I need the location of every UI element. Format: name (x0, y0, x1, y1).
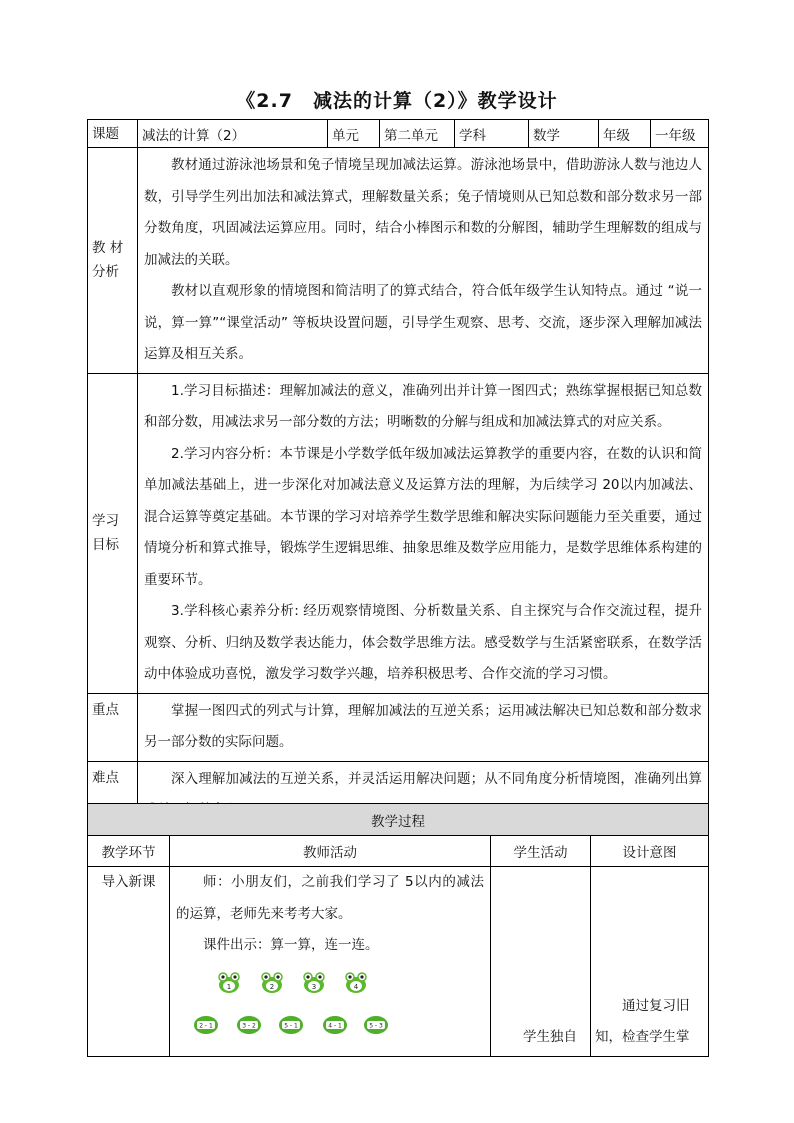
material-row (88, 148, 709, 374)
pad-expression: 4 - 1 (328, 1022, 342, 1029)
design-intent (591, 867, 709, 1057)
page-title: 《2.7 减法的计算（2）》教学设计 (236, 90, 558, 112)
pad-expression: 5 - 1 (284, 1022, 298, 1029)
subject-label: 学科 (455, 120, 529, 148)
lily-pad-icon (237, 1016, 261, 1034)
material-paragraph-2: 教材以直观形象的情境图和简洁明了的算式结合，符合低年级学生认知特点。通过 “说一说，算一算”“课堂活动” 等板块设置问题，引导学生观察、思考、交流，逐步深入理解加减法运算及相互关系。 (144, 283, 702, 362)
subject-value: 数学 (529, 120, 599, 148)
process-title: 教学过程 (88, 804, 709, 836)
material-paragraph-1: 教材通过游泳池场景和兔子情境呈现加减法运算。游泳池场景中，借助游泳人数与池边人数，引导学生列出加法和减法算式，理解数量关系；兔子情境则从已知总数和部分数求另一部分数角度，巩固减法运算应用。同时，结合小棒图示和数的分解图，辅助学生理解数的组成与加减法的关联。 (144, 157, 702, 268)
intent-line-1: 通过复习旧 (622, 997, 690, 1014)
key-point-content (138, 693, 709, 761)
lily-pad-icon (279, 1016, 303, 1034)
goals-row (88, 373, 709, 693)
intent-line-2: 知，检查学生掌 (595, 1029, 690, 1045)
grade-value: 一年级 (651, 120, 709, 148)
lesson-info-table (87, 119, 709, 830)
header-row (88, 120, 709, 148)
goals-content (138, 373, 709, 693)
goals-label (88, 373, 138, 693)
lily-pad-icon (364, 1016, 388, 1034)
key-point-row (88, 693, 709, 761)
pad-expression: 2 - 1 (199, 1022, 213, 1029)
goals-paragraph-2: 2.学习内容分析：本节课是小学数学低年级加减法运算教学的重要内容，在数的认识和简单加减法基础上，进一步深化对加减法意义及运算方法的理解，为后续学习 20以内加减法、混合运算等奠定基础。本节课的学习对培养学生数学思维和解决实际问题能力至关重要，通过情境分析和算式推导，锻炼学生逻辑思维、抽象思维及数学应用能力，是数学思维体系构建的重要环节。 (144, 445, 702, 588)
student-text: 学生独自 (523, 1029, 577, 1045)
goals-label-line2: 目标 (92, 537, 119, 553)
lily-pad-icon (194, 1016, 218, 1034)
frog-number: 3 (311, 982, 317, 991)
teacher-activity (170, 867, 491, 1057)
col-student: 学生活动 (491, 836, 591, 867)
frog-number: 1 (226, 982, 232, 991)
goals-paragraph-1: 1.学习目标描述：理解加减法的意义，准确列出并计算一图四式；熟练掌握根据已知总数和部分数，用减法求另一部分数的方法；明晰数的分解与组成和加减法算式的对应关系。 (144, 382, 702, 430)
stage-name: 导入新课 (88, 867, 170, 1057)
frog-exercise-svg (174, 966, 474, 1046)
col-teacher: 教师活动 (170, 836, 491, 867)
frog-icon (346, 973, 366, 993)
process-header-row (88, 836, 709, 867)
col-intent: 设计意图 (591, 836, 709, 867)
teacher-paragraph-2: 课件出示：算一算，连一连。 (203, 937, 379, 953)
frog-exercise-figure (174, 966, 486, 1056)
material-label-line2: 分析 (92, 264, 119, 281)
pad-expression: 3 - 2 (242, 1022, 256, 1029)
unit-label: 单元 (328, 120, 380, 148)
topic-label: 课题 (88, 120, 138, 148)
unit-value: 第二单元 (380, 120, 455, 148)
goals-paragraph-3: 3.学科核心素养分析: 经历观察情境图、分析数量关系、自主探究与合作交流过程，提升观察、分析、归纳及数学表达能力，体会数学思维方法。感受数学与生活紧密联系，在数学活动中体验成功喜悦，激发学习数学兴趣，培养积极思考、合作交流的学习习惯。 (144, 603, 702, 682)
material-label-line1: 教 材 (92, 240, 124, 257)
student-activity (491, 867, 591, 1057)
key-point-label: 重点 (88, 693, 138, 761)
frog-number: 2 (269, 982, 275, 991)
teacher-paragraph-1: 师：小朋友们，之前我们学习了 5以内的减法的运算，老师先来考考大家。 (176, 874, 484, 922)
lily-pad-icon (323, 1016, 347, 1034)
material-label (88, 148, 138, 374)
key-point-text: 掌握一图四式的列式与计算，理解加减法的互逆关系；运用减法解决已知总数和部分数求另一部分数的实际问题。 (144, 702, 702, 750)
frog-number: 4 (353, 982, 359, 991)
material-content (138, 148, 709, 374)
frog-icon (262, 973, 282, 993)
teaching-process-table (87, 803, 709, 1057)
frog-icon (219, 973, 239, 993)
topic-value: 减法的计算（2） (138, 120, 328, 148)
difficulty-label: 难点 (88, 761, 138, 829)
difficulty-text: 深入理解加减法的互逆关系，并灵活运用解决问题；从不同角度分析情境图，准确列出算 (171, 770, 702, 787)
intro-row (88, 867, 709, 1057)
goals-label-line1: 学习 (92, 513, 119, 529)
intent-block (595, 991, 704, 1054)
col-stage: 教学环节 (88, 836, 170, 867)
pad-expression: 5 - 3 (369, 1022, 383, 1029)
grade-label: 年级 (599, 120, 651, 148)
frog-icon (304, 973, 324, 993)
